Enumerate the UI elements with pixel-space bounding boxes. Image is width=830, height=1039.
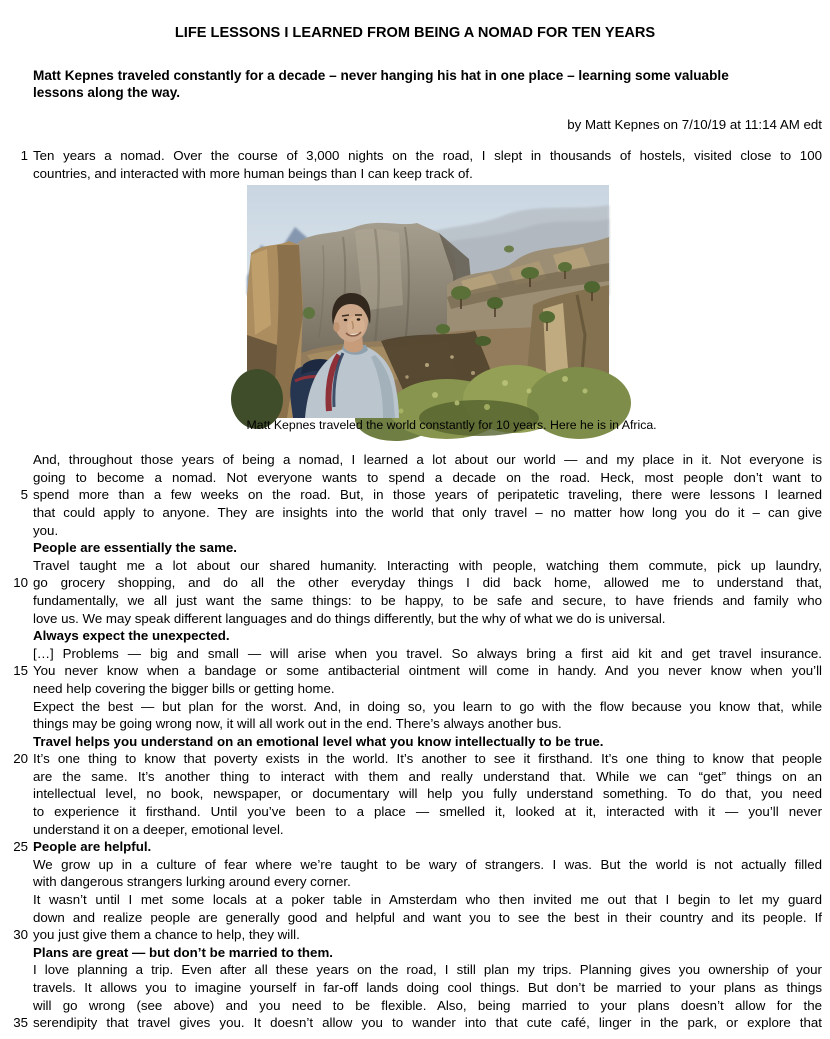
text-line — [33, 785, 822, 803]
line-text: People are essentially the same. — [33, 540, 237, 556]
text-line — [33, 909, 822, 927]
line-text: things may be going wrong now, it will all work out in the end. There’s always another bus. — [33, 716, 562, 732]
line-text: Travel helps you understand on an emotional level what you know intellectually to be true. — [33, 733, 604, 749]
line-number: 1 — [20, 148, 28, 163]
text-line — [33, 451, 822, 469]
line-number: 35 — [13, 1015, 28, 1031]
line-text: It wasn’t until I met some locals at a poker table in Amsterdam who then invited me out that I begin to let my guard — [33, 892, 822, 908]
line-text: with dangerous strangers lurking around every corner. — [33, 874, 351, 890]
text-line — [33, 522, 822, 540]
article-figure — [246, 185, 657, 433]
text-line — [33, 645, 822, 663]
text-line — [13, 574, 822, 592]
line-text: And, throughout those years of being a nomad, I learned a lot about our world — and my place in it. Not everyone is — [33, 452, 822, 468]
text-line — [33, 715, 822, 733]
text-line — [33, 803, 822, 821]
line-text: going to become a nomad. Not everyone wants to spend a decade on the road. Heck, most people don’t want to — [33, 469, 822, 485]
text-line — [33, 557, 822, 575]
text-line — [33, 856, 822, 874]
line-text: intellectual level, no book, newspaper, or documentary will help you fully understand something. To do that, you need — [33, 786, 822, 802]
line-number: 30 — [13, 927, 28, 943]
passage-part1 — [20, 147, 822, 182]
text-line — [33, 873, 822, 891]
line-text: It’s one thing to know that poverty exists in the world. It’s another to see it firsthand. It’s one thing to know that people — [33, 751, 822, 767]
page-title: LIFE LESSONS I LEARNED FROM BEING A NOMAD FOR TEN YEARS — [174, 25, 656, 41]
line-text: understand it on a deeper, emotional level. — [33, 821, 284, 837]
text-line — [33, 680, 822, 698]
line-text: […] Problems — big and small — will arise when you travel. So always bring a first aid kit and get travel insurance. — [33, 645, 822, 661]
text-line — [33, 961, 822, 979]
line-text: serendipity that travel gives you. It doesn’t allow you to wander into that cute café, linger in the park, or explore that — [33, 1015, 822, 1031]
text-line — [13, 750, 822, 768]
line-text: I love planning a trip. Even after all these years on the road, I still plan my trips. Planning gives you ownership of your — [33, 962, 822, 978]
line-text: you. — [33, 522, 59, 538]
line-text: down and realize people are generally good and helpful and want you to see the best in their country and its people. If — [33, 909, 822, 925]
text-line — [33, 944, 822, 962]
line-text: go grocery shopping, and do all the other everyday things I did back home, allowed me to understand that, — [33, 575, 822, 591]
text-line — [33, 698, 822, 716]
line-text: Travel taught me a lot about our shared humanity. Interacting with people, watching them commute, pick up laundry, — [33, 557, 822, 573]
line-text: that could apply to anyone. They are insights into the world that only travel – no matter how long you do it – can give — [33, 504, 822, 520]
text-line — [33, 768, 822, 786]
article-photo — [247, 185, 609, 418]
passage-part2 — [13, 451, 822, 1032]
text-line — [33, 891, 822, 909]
line-text: Ten years a nomad. Over the course of 3,000 nights on the road, I slept in thousands of hostels, visited close to 100 — [33, 148, 822, 163]
intro-line: lessons along the way. — [33, 85, 181, 100]
text-line — [13, 1014, 822, 1032]
passage — [13, 147, 822, 1032]
line-text: you just give them a chance to help, they will. — [33, 927, 300, 943]
text-line — [33, 504, 822, 522]
line-text: People are helpful. — [33, 839, 152, 855]
text-line — [33, 733, 822, 751]
line-text: travels. It allows you to imagine yourself in far-off lands doing cool things. But don’t be married to your plans as things — [33, 980, 822, 995]
text-line — [33, 610, 822, 628]
line-number: 15 — [13, 663, 28, 679]
text-line — [13, 662, 822, 680]
line-text: Plans are great — but don’t be married to them. — [33, 944, 333, 960]
text-line — [20, 486, 822, 504]
text-line — [33, 997, 822, 1015]
line-text: spend more than a few weeks on the road. But, in those years of peripatetic traveling, there were lessons I learned — [33, 487, 822, 503]
line-text: Expect the best — but plan for the worst. And, in doing so, you learn to go with the flow because you know that, while — [33, 698, 822, 714]
text-line — [13, 838, 822, 856]
line-number: 25 — [13, 839, 28, 855]
line-number: 5 — [20, 487, 28, 503]
text-line — [33, 469, 822, 487]
line-text: are the same. It’s another thing to interact with them and really understand that. While we can “get” things on an — [33, 768, 822, 784]
line-text: love us. We may speak different languages and do things differently, but the why of what we do is universal. — [33, 610, 666, 626]
article-byline: by Matt Kepnes on 7/10/19 at 11:14 AM edt — [567, 117, 822, 132]
photo-caption: Matt Kepnes traveled the world constantly for 10 years. Here he is in Africa. — [246, 418, 657, 433]
line-text: need help covering the bigger bills or getting home. — [33, 680, 335, 696]
line-text: Always expect the unexpected. — [33, 628, 230, 644]
line-number: 20 — [13, 751, 28, 767]
text-line — [33, 821, 822, 839]
intro-line: Matt Kepnes traveled constantly for a decade – never hanging his hat in one place – learning some valuable — [33, 68, 729, 83]
text-line — [33, 627, 822, 645]
article-intro — [33, 67, 822, 101]
line-text: countries, and interacted with more human beings than I can keep track of. — [33, 165, 473, 181]
text-line — [20, 147, 822, 165]
line-text: We grow up in a culture of fear where we’re taught to be wary of strangers. I was. But the world is not actually filled — [33, 856, 822, 872]
text-line — [33, 539, 822, 557]
text-line — [33, 165, 822, 183]
line-text: to experience it firsthand. Until you’ve been to a place — smelled it, looked at it, interacted with it — you’ll never — [33, 804, 822, 820]
line-number: 10 — [13, 575, 28, 591]
text-line — [33, 592, 822, 610]
text-line — [33, 979, 822, 997]
text-line — [13, 926, 822, 944]
line-text: fundamentally, we all just want the same things: to be happy, to be safe and secure, to have friends and family who — [33, 592, 822, 608]
line-text: You never know when a bandage or some antibacterial ointment will come in handy. And you never know when you’ll — [33, 663, 822, 679]
line-text: will go wrong (see above) and you need to be flexible. Also, being married to your plans doesn’t allow for the — [33, 997, 822, 1013]
